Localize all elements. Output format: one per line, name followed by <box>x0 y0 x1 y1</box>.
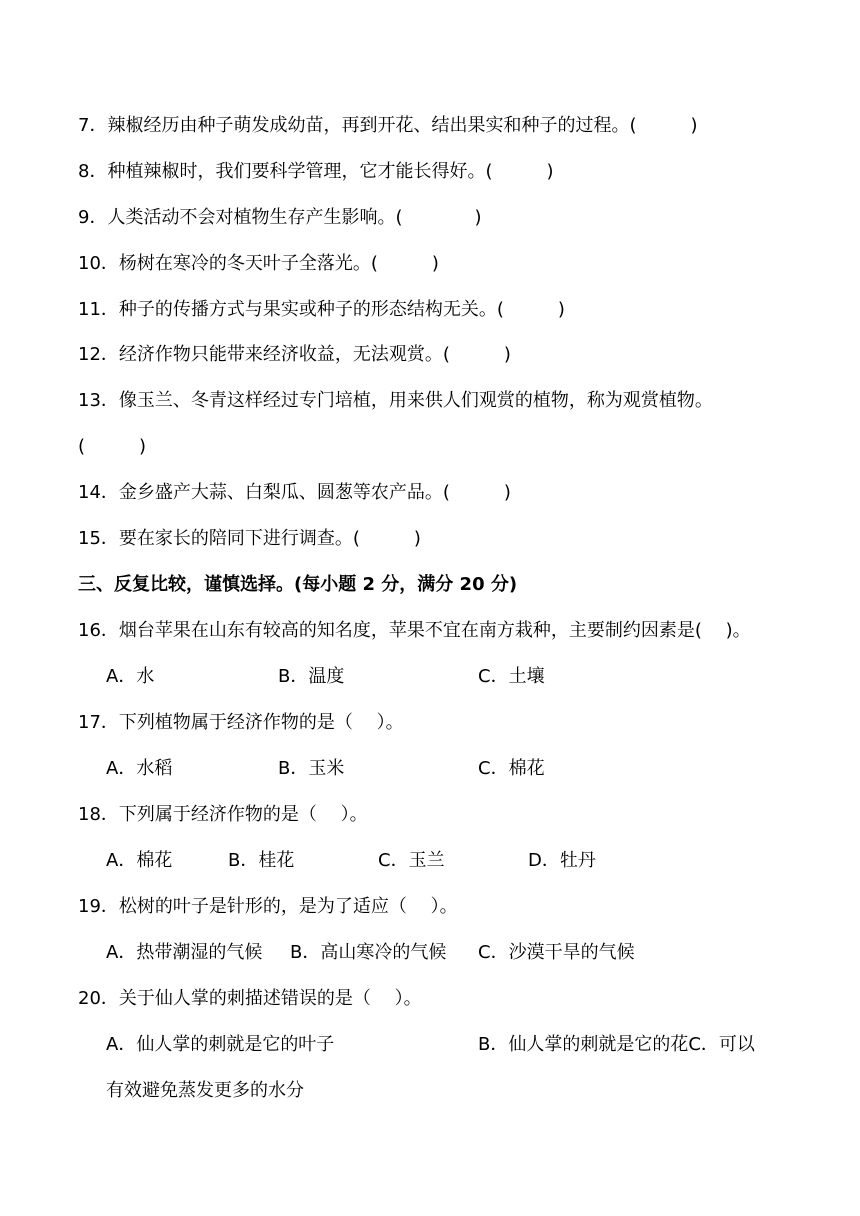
question-16: 16．烟台苹果在山东有较高的知名度，苹果不宜在南方栽种，主要制约因素是( )。 <box>78 620 751 641</box>
question-20-option-c-continued: 有效避免蒸发更多的水分 <box>106 1080 304 1101</box>
question-9: 9．人类活动不会对植物生存产生影响。( ) <box>78 207 482 228</box>
question-20-option-a: A．仙人掌的刺就是它的叶子 <box>106 1034 335 1055</box>
question-18-option-c: C．玉兰 <box>378 850 445 871</box>
question-19-option-b: B．高山寒冷的气候 <box>290 942 447 963</box>
question-19: 19．松树的叶子是针形的，是为了适应（ ）。 <box>78 896 458 917</box>
question-12: 12．经济作物只能带来经济收益，无法观赏。( ) <box>78 344 511 365</box>
question-7: 7．辣椒经历由种子萌发成幼苗，再到开花、结出果实和种子的过程。( ) <box>78 115 698 136</box>
question-18-option-b: B．桂花 <box>228 850 295 871</box>
question-18: 18．下列属于经济作物的是（ ）。 <box>78 804 368 825</box>
question-18-option-a: A．棉花 <box>106 850 173 871</box>
question-17: 17．下列植物属于经济作物的是（ ）。 <box>78 712 404 733</box>
question-20: 20．关于仙人掌的刺描述错误的是（ ）。 <box>78 988 422 1009</box>
question-13: 13．像玉兰、冬青这样经过专门培植，用来供人们观赏的植物，称为观赏植物。 <box>78 390 713 411</box>
question-18-option-d: D．牡丹 <box>528 850 596 871</box>
question-11: 11．种子的传播方式与果实或种子的形态结构无关。( ) <box>78 299 565 320</box>
question-16-option-c: C．土壤 <box>478 666 545 687</box>
question-16-option-b: B．温度 <box>278 666 345 687</box>
question-17-option-b: B．玉米 <box>278 758 345 779</box>
section-3-heading: 三、反复比较，谨慎选择。(每小题 2 分，满分 20 分) <box>78 574 518 595</box>
question-16-option-a: A．水 <box>106 666 155 687</box>
question-15: 15．要在家长的陪同下进行调查。( ) <box>78 528 421 549</box>
question-17-option-a: A．水稻 <box>106 758 173 779</box>
question-20-option-b-c: B．仙人掌的刺就是它的花C．可以 <box>478 1034 755 1055</box>
question-17-option-c: C．棉花 <box>478 758 545 779</box>
question-19-option-a: A．热带潮湿的气候 <box>106 942 263 963</box>
question-10: 10．杨树在寒冷的冬天叶子全落光。( ) <box>78 253 439 274</box>
question-14: 14．金乡盛产大蒜、白梨瓜、圆葱等农产品。( ) <box>78 482 511 503</box>
question-19-option-c: C．沙漠干旱的气候 <box>478 942 635 963</box>
question-8: 8．种植辣椒时，我们要科学管理，它才能长得好。( ) <box>78 161 554 182</box>
question-13-answer-blank: ( ) <box>78 436 147 457</box>
